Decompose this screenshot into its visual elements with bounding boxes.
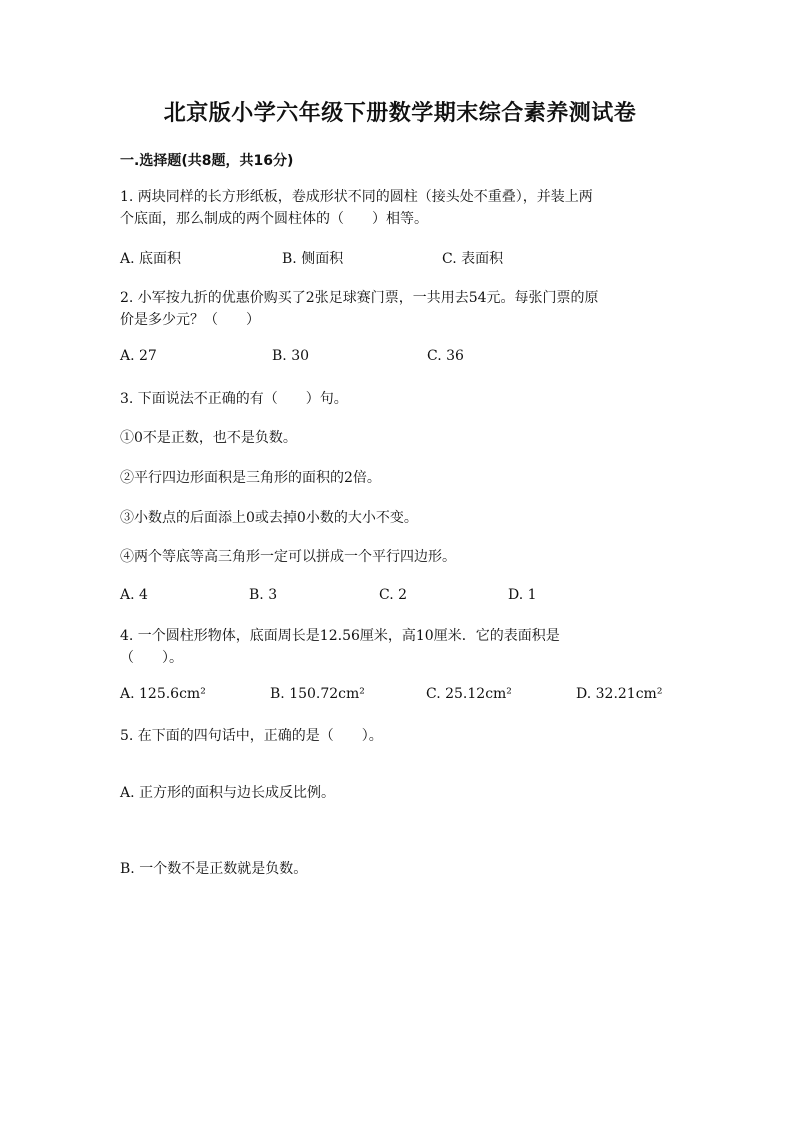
q1-text-line1: 1. 两块同样的长方形纸板，卷成形状不同的圆柱（接头处不重叠），并装上两 <box>120 189 593 205</box>
q1-text-line2: 个底面，那么制成的两个圆柱体的（ ）相等。 <box>120 211 428 227</box>
q4-option-c[interactable]: C. 25.12cm² <box>426 686 512 702</box>
q1-option-a[interactable]: A. 底面积 <box>120 251 182 267</box>
q2-option-a[interactable]: A. 27 <box>120 348 157 364</box>
q5-option-a[interactable]: A. 正方形的面积与边长成反比例。 <box>120 785 336 801</box>
q3-option-b[interactable]: B. 3 <box>249 587 278 603</box>
q1-option-b[interactable]: B. 侧面积 <box>282 251 344 267</box>
q5-text: 5. 在下面的四句话中，正确的是（ ）。 <box>120 728 383 744</box>
q4-option-a[interactable]: A. 125.6cm² <box>120 686 206 702</box>
page-title: 北京版小学六年级下册数学期末综合素养测试卷 <box>163 101 637 126</box>
q3-statement-2: ②平行四边形面积是三角形的面积的2倍。 <box>120 470 381 486</box>
q3-text: 3. 下面说法不正确的有（ ）句。 <box>120 391 348 407</box>
q4-option-d[interactable]: D. 32.21cm² <box>576 686 663 702</box>
q3-option-c[interactable]: C. 2 <box>379 587 408 603</box>
section-heading: 一.选择题(共8题，共16分) <box>120 153 294 169</box>
q2-text-line1: 2. 小军按九折的优惠价购买了2张足球赛门票，一共用去54元。每张门票的原 <box>120 290 599 306</box>
q3-option-a[interactable]: A. 4 <box>120 587 148 603</box>
q3-statement-3: ③小数点的后面添上0或去掉0小数的大小不变。 <box>120 510 418 526</box>
q4-text-line1: 4. 一个圆柱形物体，底面周长是12.56厘米，高10厘米．它的表面积是 <box>120 628 560 644</box>
q3-statement-1: ①0不是正数，也不是负数。 <box>120 430 297 446</box>
q3-option-d[interactable]: D. 1 <box>508 587 537 603</box>
q2-option-c[interactable]: C. 36 <box>427 348 464 364</box>
q4-text-line2: （ ）。 <box>120 650 183 666</box>
q4-option-b[interactable]: B. 150.72cm² <box>270 686 365 702</box>
q5-option-b[interactable]: B. 一个数不是正数就是负数。 <box>120 861 308 877</box>
q2-text-line2: 价是多少元？（ ） <box>120 312 260 328</box>
q3-statement-4: ④两个等底等高三角形一定可以拼成一个平行四边形。 <box>120 549 456 565</box>
q1-option-c[interactable]: C. 表面积 <box>442 251 504 267</box>
q2-option-b[interactable]: B. 30 <box>272 348 310 364</box>
